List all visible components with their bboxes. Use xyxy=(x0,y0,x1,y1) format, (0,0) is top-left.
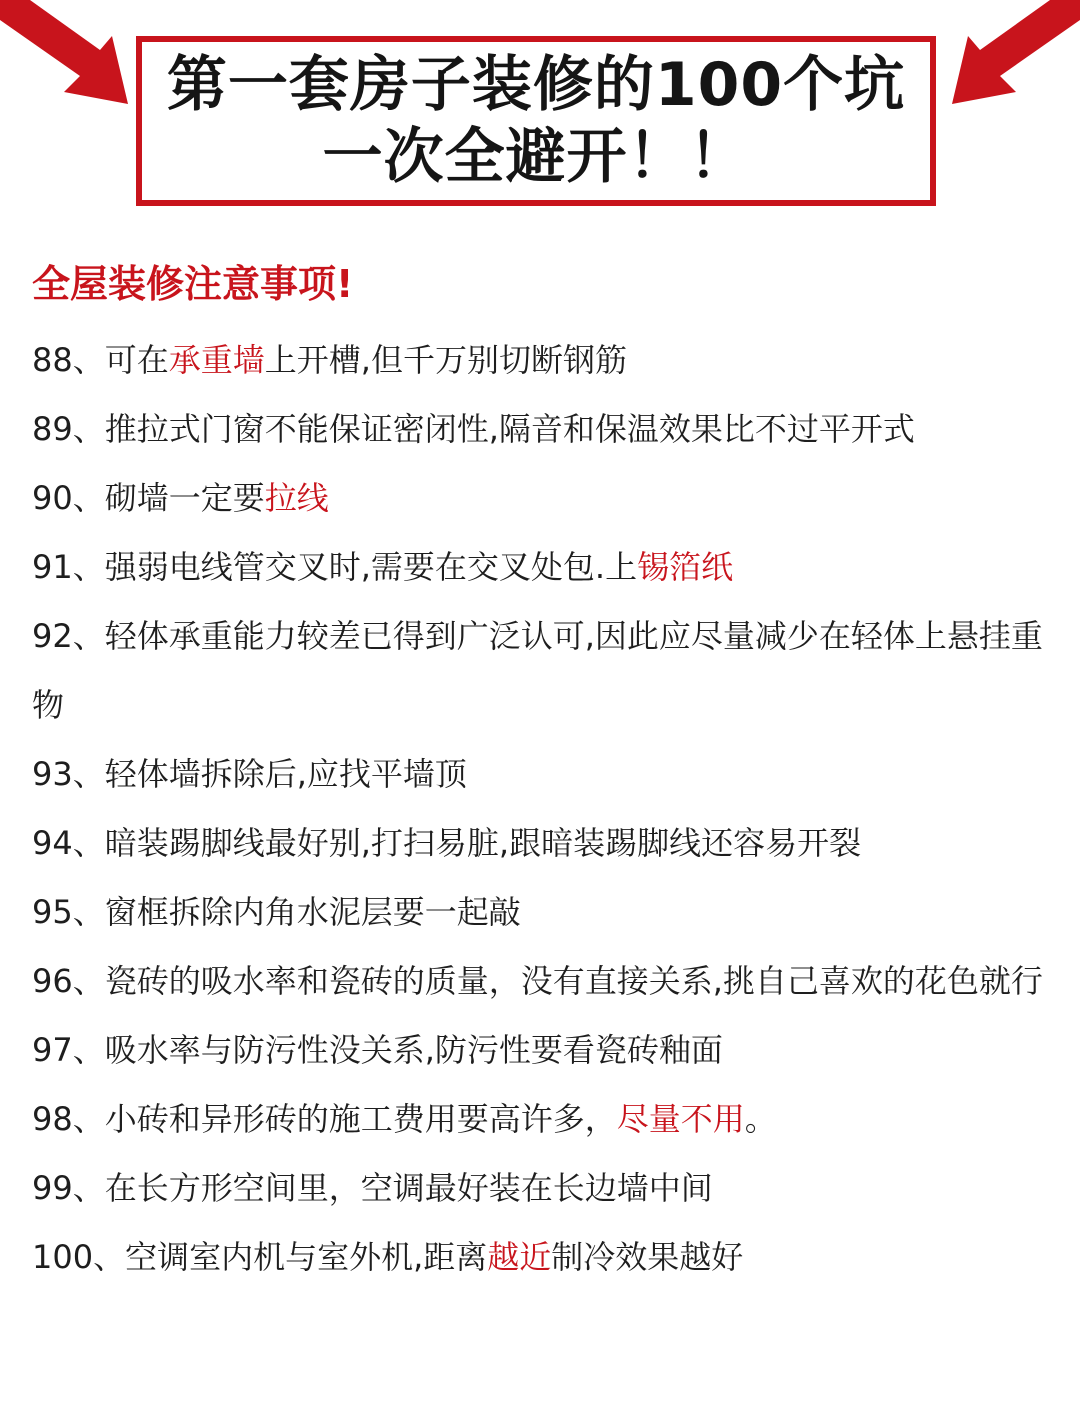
item-number: 89、 xyxy=(32,410,105,448)
item-number: 92、 xyxy=(32,617,105,655)
item-number: 90、 xyxy=(32,479,105,517)
page-title-line-1: 第一套房子装修的100个坑 xyxy=(166,50,906,120)
item-highlight: 承重墙 xyxy=(168,341,265,379)
list-item xyxy=(32,533,1062,602)
item-text: 暗装踢脚线最好别,打扫易脏,跟暗装踢脚线还容易开裂 xyxy=(104,824,862,862)
item-number: 93、 xyxy=(32,755,105,793)
item-text: 轻体承重能力较差已得到广泛认可,因此应尽量减少在轻体上悬挂重物 xyxy=(32,617,1043,724)
item-highlight: 拉线 xyxy=(264,479,329,517)
list-item xyxy=(32,1085,1062,1154)
list-item xyxy=(32,878,1062,947)
item-text: 强弱电线管交叉时,需要在交叉处包.上 xyxy=(104,548,638,586)
page-title-line-2: 一次全避开！！ xyxy=(322,122,750,192)
item-number: 97、 xyxy=(32,1031,105,1069)
item-text: 空调室内机与室外机,距离 xyxy=(125,1238,488,1276)
section-heading: 全屋装修注意事项! xyxy=(32,262,354,306)
list-item xyxy=(32,740,1062,809)
item-highlight: 尽量不用 xyxy=(616,1100,745,1138)
list-item xyxy=(32,395,1062,464)
list-item xyxy=(32,326,1062,395)
list-item xyxy=(32,1154,1062,1223)
item-text: 砌墙一定要 xyxy=(104,479,265,517)
item-number: 96、 xyxy=(32,962,105,1000)
item-text: 小砖和异形砖的施工费用要高许多， xyxy=(104,1100,617,1138)
item-text: 在长方形空间里，空调最好装在长边墙中间 xyxy=(104,1169,713,1207)
item-text: 瓷砖的吸水率和瓷砖的质量，没有直接关系,挑自己喜欢的花色就行 xyxy=(104,962,1043,1000)
list-item xyxy=(32,1223,1062,1292)
item-number: 99、 xyxy=(32,1169,105,1207)
item-number: 100、 xyxy=(32,1238,126,1276)
list-item xyxy=(32,1016,1062,1085)
list-item xyxy=(32,464,1062,533)
item-text: 推拉式门窗不能保证密闭性,隔音和保温效果比不过平开式 xyxy=(104,410,915,448)
item-text-after: 制冷效果越好 xyxy=(551,1238,744,1276)
item-highlight: 锡箔纸 xyxy=(637,548,734,586)
list-item xyxy=(32,809,1062,878)
item-text-after: 上开槽,但千万别切断钢筋 xyxy=(264,341,627,379)
list-item xyxy=(32,947,1062,1016)
item-number: 98、 xyxy=(32,1100,105,1138)
item-text: 轻体墙拆除后,应找平墙顶 xyxy=(104,755,467,793)
tips-list xyxy=(32,326,1062,1292)
item-highlight: 越近 xyxy=(487,1238,552,1276)
item-number: 91、 xyxy=(32,548,105,586)
item-text: 吸水率与防污性没关系,防污性要看瓷砖釉面 xyxy=(104,1031,723,1069)
arrow-down-right-icon xyxy=(0,0,150,120)
title-box xyxy=(136,36,936,206)
item-text: 可在 xyxy=(104,341,169,379)
item-number: 95、 xyxy=(32,893,105,931)
item-text: 窗框拆除内角水泥层要一起敲 xyxy=(104,893,521,931)
item-number: 94、 xyxy=(32,824,105,862)
item-number: 88、 xyxy=(32,341,105,379)
item-text-after: 。 xyxy=(744,1100,777,1138)
list-item xyxy=(32,602,1062,740)
arrow-down-left-icon xyxy=(930,0,1080,120)
